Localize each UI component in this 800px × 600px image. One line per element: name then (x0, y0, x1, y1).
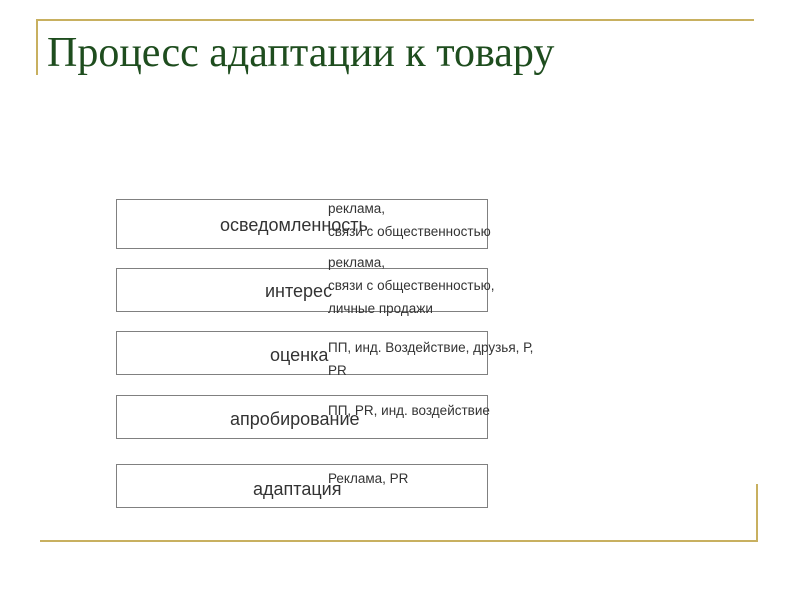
stage-note-evaluation: ПП, инд. Воздействие, друзья, Р, PR (328, 340, 534, 378)
stage-label-trial: апробирование (230, 409, 360, 429)
top-decorative-line (36, 19, 754, 21)
stage-label-adoption: адаптация (253, 479, 342, 499)
left-decorative-line (36, 19, 38, 75)
right-decorative-line (756, 484, 758, 542)
stage-note-interest: реклама, связи с общественностью, личные продажи (328, 255, 495, 316)
stage-note-awareness: реклама, связи с общественностью (328, 201, 491, 239)
stage-label-awareness: осведомленность (220, 215, 368, 235)
stage-note-trial: ПП, PR, инд. воздействие (328, 403, 490, 418)
bottom-decorative-line (40, 540, 758, 542)
slide-title: Процесс адаптации к товару (47, 30, 555, 76)
stage-label-interest: интерес (265, 281, 333, 301)
stage-label-evaluation: оценка (270, 345, 329, 365)
stage-note-adoption: Реклама, PR (328, 471, 409, 486)
